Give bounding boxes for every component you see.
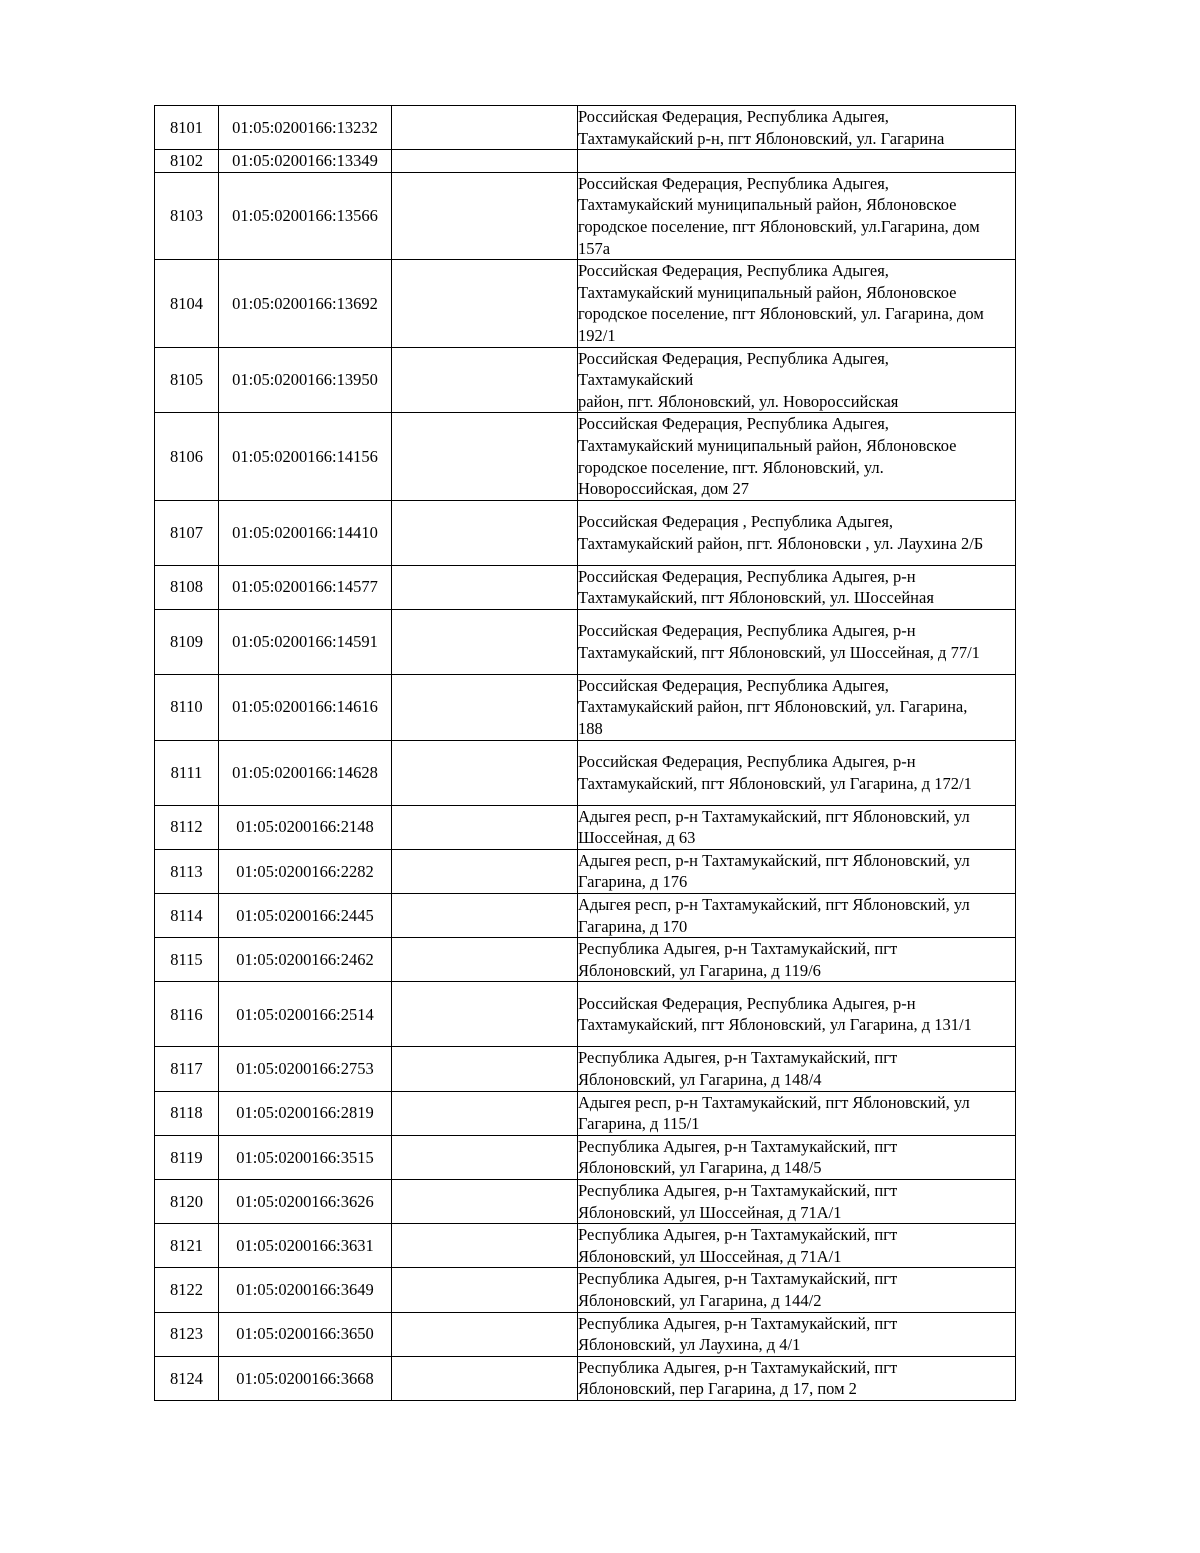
row-number-cell: 8118 [155,1091,219,1135]
table-row [155,674,1016,740]
address-line: Яблоновский, ул Шоссейная, д 71А/1 [578,1246,842,1266]
table-row [155,1356,1016,1400]
table-row [155,1135,1016,1179]
row-number-cell: 8117 [155,1047,219,1091]
empty-cell [392,260,578,347]
table-row [155,740,1016,805]
empty-cell [392,805,578,849]
address-line: Яблоновский, ул Гагарина, д 148/5 [578,1158,822,1178]
empty-cell [392,938,578,982]
address-line: Гагарина, д 170 [578,916,688,936]
row-number-cell: 8104 [155,260,219,347]
cadastral-number-cell: 01:05:0200166:2753 [219,1047,392,1091]
table-row [155,1091,1016,1135]
address-line: Тахтамукайский, пгт Яблоновский, ул. Шоссейная [578,588,934,608]
address-line: городское поселение, пгт Яблоновский, ул. Гагарина, дом [578,304,984,324]
table-row [155,172,1016,259]
address-line: Республика Адыгея, р-н Тахтамукайский, пгт [578,1048,898,1068]
address-line: Шоссейная, д 63 [578,828,696,848]
row-number-cell: 8114 [155,894,219,938]
row-number-cell: 8108 [155,565,219,609]
cadastral-number-cell: 01:05:0200166:2514 [219,982,392,1047]
empty-cell [392,413,578,500]
address-cell [578,1268,1016,1312]
address-line: Республика Адыгея, р-н Тахтамукайский, пгт [578,1180,898,1200]
table-row [155,1268,1016,1312]
empty-cell [392,1312,578,1356]
address-line: Тахтамукайский муниципальный район, Яблоновское [578,282,957,302]
address-line: Яблоновский, ул Гагарина, д 148/4 [578,1070,822,1089]
address-line: Яблоновский, ул Шоссейная, д 71А/1 [578,1202,842,1222]
row-number-cell: 8119 [155,1135,219,1179]
address-line: Республика Адыгея, р-н Тахтамукайский, пгт [578,1269,898,1289]
address-cell [578,150,1016,173]
address-line: Яблоновский, ул Лаухина, д 4/1 [578,1335,801,1355]
cadastral-number-cell: 01:05:0200166:3626 [219,1179,392,1223]
empty-cell [392,1356,578,1400]
address-line: Российская Федерация, Республика Адыгея, [578,107,889,126]
address-cell [578,894,1016,938]
cadastral-number-cell: 01:05:0200166:13566 [219,172,392,259]
row-number-cell: 8123 [155,1312,219,1356]
cadastral-number-cell: 01:05:0200166:14616 [219,674,392,740]
address-cell [578,260,1016,347]
cadastral-number-cell: 01:05:0200166:3631 [219,1224,392,1268]
address-line: Российская Федерация, Республика Адыгея, р-н [578,621,916,641]
empty-cell [392,347,578,413]
address-line: Тахтамукайский р-н, пгт Яблоновский, ул. Гагарина [578,128,945,148]
address-line: Яблоновский, ул Гагарина, д 144/2 [578,1290,822,1310]
cadastral-number-cell: 01:05:0200166:14410 [219,500,392,565]
empty-cell [392,565,578,609]
cadastral-number-cell: 01:05:0200166:3650 [219,1312,392,1356]
cadastral-number-cell: 01:05:0200166:13349 [219,150,392,173]
cadastral-number-cell: 01:05:0200166:14577 [219,565,392,609]
empty-cell [392,609,578,674]
cadastral-number-cell: 01:05:0200166:13950 [219,347,392,413]
cadastral-number-cell: 01:05:0200166:14591 [219,609,392,674]
table-row [155,894,1016,938]
address-line: Тахтамукайский, пгт Яблоновский, ул Гагарина, д 131/1 [578,1015,972,1035]
table-body [155,106,1016,1401]
address-line: Российская Федерация, Республика Адыгея, [578,414,889,434]
address-line: 188 [578,719,603,739]
address-line: Республика Адыгея, р-н Тахтамукайский, пгт [578,1136,898,1156]
empty-cell [392,1135,578,1179]
table-row [155,849,1016,893]
empty-cell [392,1047,578,1091]
address-line: Республика Адыгея, р-н Тахтамукайский, пгт [578,1313,898,1333]
address-line: Тахтамукайский, пгт Яблоновский, ул Гагарина, д 172/1 [578,773,972,793]
table-row [155,805,1016,849]
empty-cell [392,894,578,938]
empty-cell [392,1224,578,1268]
cadastral-number-cell: 01:05:0200166:2819 [219,1091,392,1135]
address-line: Адыгея респ, р-н Тахтамукайский, пгт Яблоновский, ул [578,806,970,826]
row-number-cell: 8111 [155,740,219,805]
address-line: Тахтамукайский район, пгт Яблоновский, ул. Гагарина, [578,697,968,717]
address-line: Яблоновский, ул Гагарина, д 119/6 [578,960,821,980]
address-line: Республика Адыгея, р-н Тахтамукайский, пгт [578,939,898,959]
table-row [155,938,1016,982]
cadastral-number-cell: 01:05:0200166:13232 [219,106,392,150]
address-cell [578,106,1016,150]
row-number-cell: 8124 [155,1356,219,1400]
table-row [155,565,1016,609]
row-number-cell: 8105 [155,347,219,413]
cadastral-number-cell: 01:05:0200166:14156 [219,413,392,500]
address-cell [578,413,1016,500]
cadastral-number-cell: 01:05:0200166:13692 [219,260,392,347]
row-number-cell: 8112 [155,805,219,849]
address-line: Гагарина, д 115/1 [578,1114,700,1134]
empty-cell [392,106,578,150]
row-number-cell: 8116 [155,982,219,1047]
parcel-registry-table [154,105,1016,1401]
address-line: Российская Федерация, Республика Адыгея, р-н [578,993,916,1013]
address-line: Гагарина, д 176 [578,872,688,892]
address-line: Республика Адыгея, р-н Тахтамукайский, пгт [578,1357,898,1377]
empty-cell [392,674,578,740]
row-number-cell: 8113 [155,849,219,893]
table-row [155,150,1016,173]
cadastral-number-cell: 01:05:0200166:3668 [219,1356,392,1400]
address-cell [578,1224,1016,1268]
address-line: Яблоновский, пер Гагарина, д 17, пом 2 [578,1379,857,1399]
address-line: Тахтамукайский район, пгт. Яблоновски , ул. Лаухина 2/Б [578,533,984,553]
address-line: Российская Федерация, Республика Адыгея, [578,675,889,695]
address-line: Тахтамукайский муниципальный район, Яблоновское [578,435,957,455]
table-row [155,1224,1016,1268]
address-cell [578,1047,1016,1091]
address-cell [578,982,1016,1047]
address-line: городское поселение, пгт Яблоновский, ул.Гагарина, дом [578,216,980,236]
address-cell [578,1091,1016,1135]
address-cell [578,674,1016,740]
address-cell [578,740,1016,805]
empty-cell [392,982,578,1047]
cadastral-number-cell: 01:05:0200166:3515 [219,1135,392,1179]
address-cell [578,609,1016,674]
address-cell [578,565,1016,609]
cadastral-number-cell: 01:05:0200166:2282 [219,849,392,893]
address-cell [578,1135,1016,1179]
address-line: 192/1 [578,325,616,345]
empty-cell [392,172,578,259]
address-cell [578,938,1016,982]
empty-cell [392,1268,578,1312]
empty-cell [392,1091,578,1135]
address-line: Новороссийская, дом 27 [578,479,749,499]
address-line: городское поселение, пгт. Яблоновский, ул. [578,457,884,477]
table-row [155,260,1016,347]
address-line: Российская Федерация, Республика Адыгея, р-н [578,566,916,586]
address-cell [578,172,1016,259]
cadastral-number-cell: 01:05:0200166:2462 [219,938,392,982]
row-number-cell: 8121 [155,1224,219,1268]
address-line: Российская Федерация, Республика Адыгея, [578,261,889,281]
address-line: Тахтамукайский, пгт Яблоновский, ул Шоссейная, д 77/1 [578,642,980,662]
table-row [155,982,1016,1047]
empty-cell [392,500,578,565]
table-row [155,347,1016,413]
address-cell [578,347,1016,413]
cadastral-number-cell: 01:05:0200166:14628 [219,740,392,805]
address-line: Тахтамукайский [578,370,694,390]
row-number-cell: 8103 [155,172,219,259]
row-number-cell: 8102 [155,150,219,173]
table-row [155,1047,1016,1091]
row-number-cell: 8106 [155,413,219,500]
table-row [155,500,1016,565]
address-line: Адыгея респ, р-н Тахтамукайский, пгт Яблоновский, ул [578,895,970,915]
address-line: Адыгея респ, р-н Тахтамукайский, пгт Яблоновский, ул [578,850,970,870]
address-line: 157а [578,238,611,258]
row-number-cell: 8115 [155,938,219,982]
address-line: Адыгея респ, р-н Тахтамукайский, пгт Яблоновский, ул [578,1092,970,1112]
row-number-cell: 8120 [155,1179,219,1223]
address-line: Российская Федерация, Республика Адыгея, [578,173,889,193]
row-number-cell: 8107 [155,500,219,565]
address-line: Республика Адыгея, р-н Тахтамукайский, пгт [578,1225,898,1245]
address-cell [578,805,1016,849]
row-number-cell: 8109 [155,609,219,674]
row-number-cell: 8101 [155,106,219,150]
empty-cell [392,1179,578,1223]
table-row [155,1312,1016,1356]
address-line: район, пгт. Яблоновский, ул. Новороссийская [578,391,899,411]
table-row [155,1179,1016,1223]
address-line: Российская Федерация , Республика Адыгея, [578,512,894,532]
address-cell [578,1356,1016,1400]
empty-cell [392,849,578,893]
table-row [155,106,1016,150]
row-number-cell: 8122 [155,1268,219,1312]
empty-cell [392,150,578,173]
cadastral-number-cell: 01:05:0200166:2148 [219,805,392,849]
address-line: Российская Федерация, Республика Адыгея, р-н [578,752,916,772]
cadastral-number-cell: 01:05:0200166:2445 [219,894,392,938]
row-number-cell: 8110 [155,674,219,740]
address-cell [578,500,1016,565]
address-cell [578,1312,1016,1356]
address-cell [578,849,1016,893]
cadastral-number-cell: 01:05:0200166:3649 [219,1268,392,1312]
address-line: Российская Федерация, Республика Адыгея, [578,348,889,368]
table-row [155,413,1016,500]
address-line: Тахтамукайский муниципальный район, Яблоновское [578,195,957,215]
table-row [155,609,1016,674]
address-cell [578,1179,1016,1223]
empty-cell [392,740,578,805]
